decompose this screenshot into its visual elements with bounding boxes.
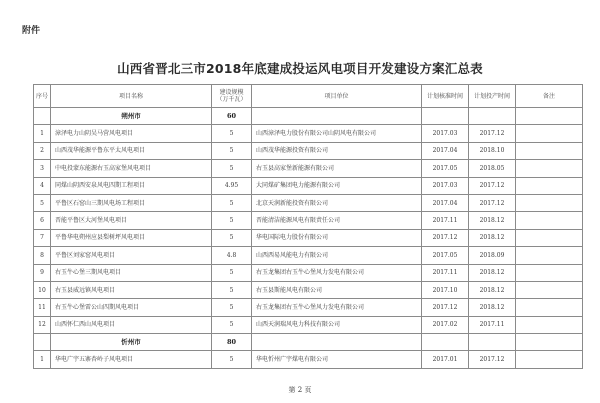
cell-operate: 2017.12 [469, 351, 516, 368]
page-number: 第 2 页 [288, 386, 312, 394]
cell-name: 华电广宇五寨杏岭子风电项目 [51, 351, 212, 368]
cell-capacity: 5 [212, 142, 252, 159]
cell-note [516, 264, 583, 281]
cell-seq: 3 [34, 160, 51, 177]
cell-seq: 1 [34, 351, 51, 368]
cell-operate: 2018.05 [469, 160, 516, 177]
region-seq-cell [34, 334, 51, 351]
cell-approve: 2017.05 [422, 247, 469, 264]
cell-operate: 2018.12 [469, 212, 516, 229]
cell-operate: 2018.10 [469, 142, 516, 159]
cell-seq: 5 [34, 194, 51, 211]
cell-seq: 1 [34, 125, 51, 142]
cell-unit: 北京天润新能投资有限公司 [252, 194, 422, 211]
col-header-note: 备注 [516, 85, 583, 108]
region-empty-cell [516, 108, 583, 125]
cell-note [516, 351, 583, 368]
cell-approve: 2017.03 [422, 125, 469, 142]
cell-unit: 山西天润瑞风电力科技有限公司 [252, 316, 422, 333]
cell-seq: 12 [34, 316, 51, 333]
cell-operate: 2017.11 [469, 316, 516, 333]
cell-capacity: 5 [212, 194, 252, 211]
cell-unit: 大同煤矿集团电力能源有限公司 [252, 177, 422, 194]
cell-approve: 2017.04 [422, 142, 469, 159]
cell-operate: 2018.12 [469, 229, 516, 246]
region-empty-cell [422, 334, 469, 351]
table-row [34, 351, 583, 368]
table-row [34, 177, 583, 194]
cell-approve: 2017.11 [422, 212, 469, 229]
cell-name: 平鲁区刘家窑风电项目 [51, 247, 212, 264]
table-row [34, 247, 583, 264]
cell-seq: 6 [34, 212, 51, 229]
cell-capacity: 5 [212, 160, 252, 177]
cell-operate: 2018.12 [469, 281, 516, 298]
col-header-name: 项目名称 [51, 85, 212, 108]
cell-note [516, 160, 583, 177]
region-row [34, 334, 583, 351]
cell-name: 平鲁区石窑山三期风电场工程项目 [51, 194, 212, 211]
region-empty-cell [422, 108, 469, 125]
cell-seq: 8 [34, 247, 51, 264]
cell-note [516, 229, 583, 246]
cell-unit: 山西西易风能电力有限公司 [252, 247, 422, 264]
cell-operate: 2017.12 [469, 125, 516, 142]
cell-unit: 华电国际电力股份有限公司 [252, 229, 422, 246]
cell-capacity: 5 [212, 125, 252, 142]
table-row [34, 142, 583, 159]
table-body [34, 108, 583, 369]
cell-capacity: 5 [212, 281, 252, 298]
region-name: 朔州市 [51, 108, 212, 125]
col-header-capacity: 建设规模（万千瓦） [212, 85, 252, 108]
region-seq-cell [34, 108, 51, 125]
cell-note [516, 125, 583, 142]
col-header-operate: 计划投产时间 [469, 85, 516, 108]
table-row [34, 125, 583, 142]
cell-seq: 7 [34, 229, 51, 246]
cell-unit: 右玉县斯能风电有限公司 [252, 281, 422, 298]
cell-seq: 11 [34, 299, 51, 316]
cell-name: 右玉县威远镇风电项目 [51, 281, 212, 298]
table-row [34, 160, 583, 177]
cell-note [516, 212, 583, 229]
cell-note [516, 177, 583, 194]
table-row [34, 264, 583, 281]
cell-capacity: 5 [212, 229, 252, 246]
cell-note [516, 142, 583, 159]
cell-unit: 山西漳泽电力股份有限公司山阴风电有限公司 [252, 125, 422, 142]
cell-note [516, 281, 583, 298]
cell-operate: 2018.09 [469, 247, 516, 264]
cell-note [516, 299, 583, 316]
region-capacity: 80 [212, 334, 252, 351]
region-empty-cell [516, 334, 583, 351]
project-summary-table [33, 84, 583, 369]
cell-approve: 2017.12 [422, 229, 469, 246]
cell-approve: 2017.12 [422, 299, 469, 316]
attachment-label: 附件 [22, 26, 41, 36]
cell-name: 右玉牛心堡三期风电项目 [51, 264, 212, 281]
cell-note [516, 247, 583, 264]
cell-capacity: 5 [212, 212, 252, 229]
cell-unit: 华电忻州广宇煤电有限公司 [252, 351, 422, 368]
cell-capacity: 4.8 [212, 247, 252, 264]
cell-capacity: 5 [212, 264, 252, 281]
cell-unit: 右玉龙集团右玉牛心堡风力发电有限公司 [252, 299, 422, 316]
cell-approve: 2017.01 [422, 351, 469, 368]
cell-seq: 10 [34, 281, 51, 298]
cell-name: 山西怀仁西山风电项目 [51, 316, 212, 333]
cell-name: 右玉牛心堡雷公山四期风电项目 [51, 299, 212, 316]
cell-capacity: 5 [212, 299, 252, 316]
cell-seq: 9 [34, 264, 51, 281]
document-title: 山西省晋北三市2018年底建成投运风电项目开发建设方案汇总表 [117, 61, 483, 76]
cell-seq: 4 [34, 177, 51, 194]
cell-seq: 2 [34, 142, 51, 159]
cell-operate: 2017.12 [469, 194, 516, 211]
col-header-unit: 项目单位 [252, 85, 422, 108]
cell-operate: 2017.12 [469, 177, 516, 194]
cell-name: 山西茂华能源平鲁东平太风电项目 [51, 142, 212, 159]
cell-name: 晋能平鲁区大河堡风电项目 [51, 212, 212, 229]
cell-approve: 2017.11 [422, 264, 469, 281]
table-header-row [34, 85, 583, 108]
region-empty-cell [252, 108, 422, 125]
table-row [34, 316, 583, 333]
cell-approve: 2017.04 [422, 194, 469, 211]
cell-capacity: 5 [212, 351, 252, 368]
cell-operate: 2018.12 [469, 264, 516, 281]
cell-approve: 2017.03 [422, 177, 469, 194]
col-header-seq: 序号 [34, 85, 51, 108]
cell-capacity: 4.95 [212, 177, 252, 194]
table-row [34, 281, 583, 298]
col-header-approve: 计划核准时间 [422, 85, 469, 108]
cell-name: 中电投蒙东能源右玉高家堡风电项目 [51, 160, 212, 177]
cell-note [516, 194, 583, 211]
cell-approve: 2017.10 [422, 281, 469, 298]
cell-unit: 山西茂华能源投资有限公司 [252, 142, 422, 159]
cell-approve: 2017.05 [422, 160, 469, 177]
region-empty-cell [469, 108, 516, 125]
cell-unit: 右玉龙集团右玉牛心堡风力发电有限公司 [252, 264, 422, 281]
cell-note [516, 316, 583, 333]
cell-operate: 2018.12 [469, 299, 516, 316]
cell-unit: 晋能清洁能源风电有限责任公司 [252, 212, 422, 229]
cell-name: 平鲁华电朔州应县梨树坪风电项目 [51, 229, 212, 246]
cell-name: 同煤山阴西安泉风电四期工程项目 [51, 177, 212, 194]
region-row [34, 108, 583, 125]
region-empty-cell [252, 334, 422, 351]
cell-unit: 右玉县高家堡新能源有限公司 [252, 160, 422, 177]
table-row [34, 194, 583, 211]
cell-capacity: 5 [212, 316, 252, 333]
table-row [34, 212, 583, 229]
cell-approve: 2017.02 [422, 316, 469, 333]
table-row [34, 299, 583, 316]
region-capacity: 60 [212, 108, 252, 125]
region-empty-cell [469, 334, 516, 351]
table-row [34, 229, 583, 246]
cell-name: 漳泽电力山阴吴马营风电项目 [51, 125, 212, 142]
region-name: 忻州市 [51, 334, 212, 351]
